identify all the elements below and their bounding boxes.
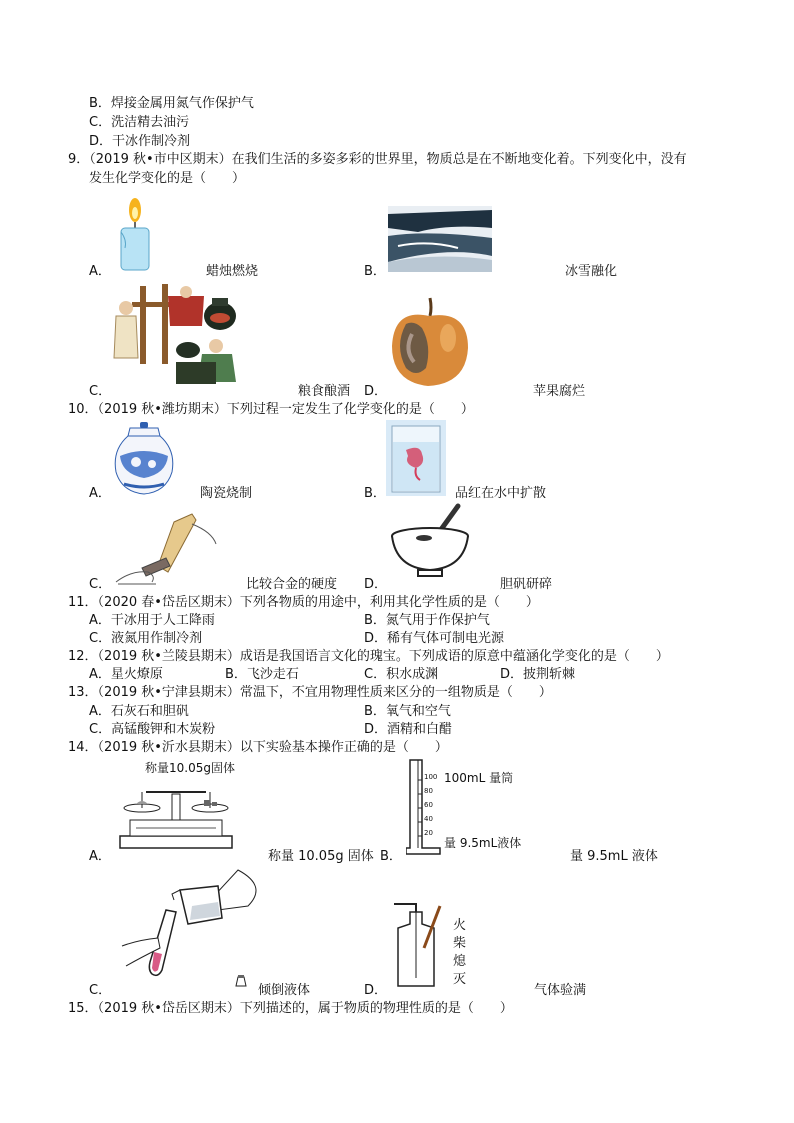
ice-melting-image [388,206,492,272]
q13-option-a: A．石灰石和胆矾 [89,704,189,719]
grain-wine-brewing-image [112,282,242,394]
q10-c-text: 比较合金的硬度 [246,577,338,592]
candle-image [115,192,155,272]
q14-stem: 14．（2019 秋•沂水县期末）以下实验基本操作正确的是（ ） [68,740,448,755]
match-char-2: 柴 [453,936,467,951]
q11-option-c: C．液氮用作制冷剂 [89,631,203,646]
pouring-liquid-image [118,866,268,982]
q10-d-letter: D． [364,577,388,592]
q9-c-text: 粮食酿酒 [298,384,351,399]
q9-b-text: 冰雪融化 [565,264,618,279]
q14-b-letter: B． [380,849,402,864]
q14-a-text: 称量 10.05g 固体 [268,849,374,864]
q12-option-d: D．披荆斩棘 [500,667,576,682]
q12-option-b: B．飞沙走石 [225,667,299,682]
match-char-1: 火 [453,918,467,933]
q9-b-letter: B． [364,264,386,279]
q9-stem-line2: 发生化学变化的是（ ） [89,171,246,186]
q11-option-d: D．稀有气体可制电光源 [364,631,505,646]
bottle-stopper-icon [234,974,248,988]
q8-option-c: C．洗洁精去油污 [89,115,190,130]
tick-20: 20 [424,829,433,837]
q11-option-a: A．干冰用于人工降雨 [89,613,215,628]
q9-c-letter: C． [89,384,112,399]
q10-d-text: 胆矾研碎 [500,577,553,592]
q14-c-letter: C． [89,983,112,998]
q14-b-text: 量 9.5mL 液体 [570,849,658,864]
q11-option-b: B．氮气用于作保护气 [364,613,490,628]
balance-caption: 称量10.05g固体 [145,761,235,775]
q8-option-b: B．焊接金属用氮气作保护气 [89,96,254,111]
q9-a-letter: A． [89,264,111,279]
beaker-dye-image [386,420,446,496]
q9-d-letter: D． [364,384,388,399]
tick-80: 80 [424,787,433,795]
q14-d-text: 气体验满 [534,983,587,998]
balance-scale-image [116,778,236,850]
mortar-pestle-image [388,502,474,584]
q10-b-text: 品红在水中扩散 [455,486,547,501]
q15-stem: 15．（2019 秋•岱岳区期末）下列描述的，属于物质的物理性质的是（ ） [68,1001,513,1016]
tick-100: 100 [424,773,438,781]
q12-option-a: A．星火燎原 [89,667,163,682]
q14-d-letter: D． [364,983,388,998]
q12-stem: 12．（2019 秋•兰陵县期末）成语是我国语言文化的瑰宝。下列成语的原意中蕴涵化学变化的是（ ） [68,649,669,664]
porcelain-jar-image [110,420,178,496]
q10-a-letter: A． [89,486,111,501]
q10-b-letter: B． [364,486,386,501]
cylinder-title: 100mL 量筒 [444,771,514,785]
q10-c-letter: C． [89,577,112,592]
q13-option-c: C．高锰酸钾和木炭粉 [89,722,216,737]
q9-d-text: 苹果腐烂 [533,384,586,399]
alloy-hardness-image [112,510,222,586]
q13-option-b: B．氧气和空气 [364,704,451,719]
match-char-4: 灭 [453,972,467,987]
q10-a-text: 陶瓷烧制 [200,486,253,501]
q9-a-text: 蜡烛燃烧 [206,264,259,279]
q8-option-d: D．干冰作制冷剂 [89,134,191,149]
q10-stem: 10．（2019 秋•潍坊期末）下列过程一定发生了化学变化的是（ ） [68,402,474,417]
q9-stem-line1: 9．（2019 秋•市中区期末）在我们生活的多姿多彩的世界里，物质总是在不断地变化着。下列变化中，没有 [68,152,687,167]
q14-a-letter: A． [89,849,111,864]
cylinder-note: 量 9.5mL液体 [444,836,522,850]
gas-bottle-match-image [394,898,442,988]
q11-stem: 11．（2020 春•岱岳区期末）下列各物质的用途中，利用其化学性质的是（ ） [68,595,539,610]
q13-stem: 13．（2019 秋•宁津县期末）常温下，不宜用物理性质来区分的一组物质是（ ） [68,685,552,700]
q14-c-text: 倾倒液体 [258,983,311,998]
tick-60: 60 [424,801,433,809]
tick-40: 40 [424,815,433,823]
q13-option-d: D．酒精和白醋 [364,722,453,737]
rotten-apple-image [386,294,472,390]
match-char-3: 熄 [453,954,467,969]
q12-option-c: C．积水成渊 [364,667,439,682]
